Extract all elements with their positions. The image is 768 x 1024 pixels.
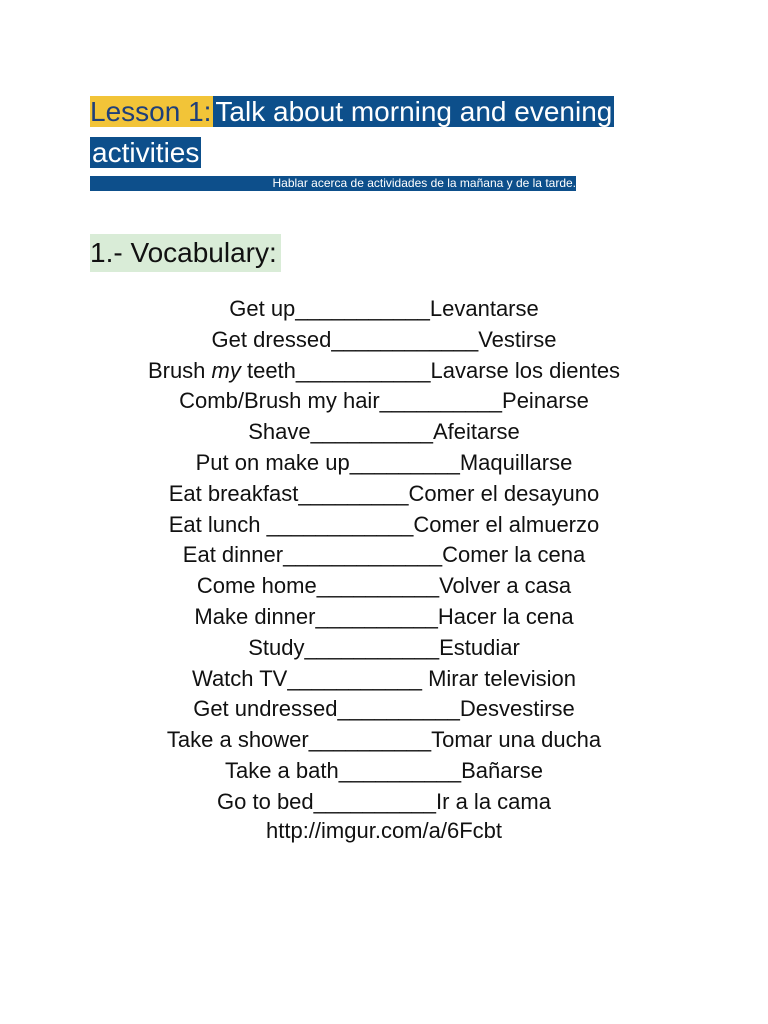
vocab-item bbox=[0, 448, 768, 479]
vocab-item bbox=[0, 694, 768, 725]
vocab-item bbox=[0, 510, 768, 541]
vocab-spanish: Bañarse bbox=[461, 757, 544, 783]
vocab-blank: ____________ bbox=[266, 511, 414, 537]
vocab-blank: __________ bbox=[313, 788, 437, 814]
vocab-spanish: Estudiar bbox=[439, 634, 520, 660]
vocab-item bbox=[0, 756, 768, 787]
vocab-spanish: Comer el almuerzo bbox=[413, 511, 600, 537]
vocab-blank: ___________ bbox=[295, 357, 431, 383]
vocab-item bbox=[0, 787, 768, 818]
vocab-item bbox=[0, 417, 768, 448]
vocab-item bbox=[0, 664, 768, 695]
vocab-english: Eat breakfast bbox=[168, 480, 299, 506]
vocab-blank: _________ bbox=[349, 449, 460, 475]
vocab-english-emphasis: my bbox=[211, 357, 241, 383]
vocab-english: Eat lunch bbox=[168, 511, 267, 537]
vocab-blank: __________ bbox=[308, 727, 432, 753]
vocab-item bbox=[0, 602, 768, 633]
vocab-spanish: Volver a casa bbox=[439, 573, 572, 599]
vocab-blank: __________ bbox=[337, 696, 460, 722]
vocab-item bbox=[0, 571, 768, 602]
vocab-english: Take a shower bbox=[166, 727, 309, 753]
lesson-title-line-2 bbox=[90, 134, 201, 172]
vocab-english: Shave bbox=[248, 419, 311, 445]
vocab-spanish: Hacer la cena bbox=[437, 603, 574, 629]
vocab-english: Get dressed bbox=[211, 326, 332, 352]
imgur-link[interactable]: http://imgur.com/a/6Fcbt bbox=[266, 818, 502, 843]
vocab-english: Put on make up bbox=[195, 449, 350, 475]
vocab-blank: __________ bbox=[379, 388, 503, 414]
vocab-spanish: Desvestirse bbox=[459, 696, 575, 722]
vocab-blank: __________ bbox=[310, 419, 433, 445]
vocab-item bbox=[0, 325, 768, 356]
vocab-blank: __________ bbox=[316, 573, 440, 599]
vocabulary-heading: 1.- Vocabulary: bbox=[90, 234, 281, 272]
vocab-spanish: Comer la cena bbox=[442, 542, 586, 568]
vocab-spanish: Lavarse los dientes bbox=[430, 357, 621, 383]
vocab-spanish: Peinarse bbox=[502, 388, 589, 414]
vocab-blank: ___________ bbox=[287, 665, 429, 691]
vocab-english: Come home bbox=[196, 573, 317, 599]
vocab-blank: ___________ bbox=[304, 634, 440, 660]
vocab-spanish: Comer el desayuno bbox=[408, 480, 600, 506]
vocab-spanish: Ir a la cama bbox=[436, 788, 551, 814]
lesson-title-text: Talk about morning and evening bbox=[215, 96, 613, 127]
vocab-blank: _____________ bbox=[283, 542, 443, 568]
vocab-blank: __________ bbox=[338, 757, 462, 783]
lesson-subtitle: Hablar acerca de actividades de la mañana y de la tarde. bbox=[272, 176, 576, 190]
vocab-english: Make dinner bbox=[194, 603, 316, 629]
vocab-english: Go to bed bbox=[217, 788, 314, 814]
vocab-item bbox=[0, 294, 768, 325]
vocab-blank: ____________ bbox=[331, 326, 479, 352]
vocab-english: teeth bbox=[240, 357, 296, 383]
vocab-english: Watch TV bbox=[192, 665, 288, 691]
vocab-blank: __________ bbox=[315, 603, 438, 629]
lesson-number-label: Lesson 1: bbox=[90, 96, 212, 127]
vocab-english: Brush bbox=[147, 357, 212, 383]
vocab-spanish: Vestirse bbox=[478, 326, 557, 352]
vocab-spanish: Tomar una ducha bbox=[431, 727, 602, 753]
vocab-blank: _________ bbox=[298, 480, 409, 506]
vocab-english: Study bbox=[248, 634, 305, 660]
vocab-item bbox=[0, 633, 768, 664]
vocab-spanish: Afeitarse bbox=[432, 419, 520, 445]
vocab-english: Get up bbox=[229, 296, 296, 321]
lesson-title-continuation: activities bbox=[92, 137, 200, 168]
vocab-item bbox=[0, 356, 768, 387]
vocab-spanish: Maquillarse bbox=[459, 449, 573, 475]
vocab-spanish: Levantarse bbox=[429, 296, 539, 321]
lesson-title-line-1 bbox=[90, 93, 614, 131]
vocabulary-list bbox=[0, 294, 768, 818]
vocab-blank: ___________ bbox=[295, 296, 430, 321]
vocab-item bbox=[0, 479, 768, 510]
vocab-english: Get undressed bbox=[193, 696, 338, 722]
subtitle-bar bbox=[90, 176, 576, 191]
vocab-english: Eat dinner bbox=[182, 542, 284, 568]
vocab-english: Take a bath bbox=[224, 757, 339, 783]
vocab-item bbox=[0, 386, 768, 417]
vocab-spanish: Mirar television bbox=[428, 665, 576, 691]
vocab-english: Comb/Brush my hair bbox=[179, 388, 380, 414]
vocab-item bbox=[0, 540, 768, 571]
vocab-item bbox=[0, 725, 768, 756]
